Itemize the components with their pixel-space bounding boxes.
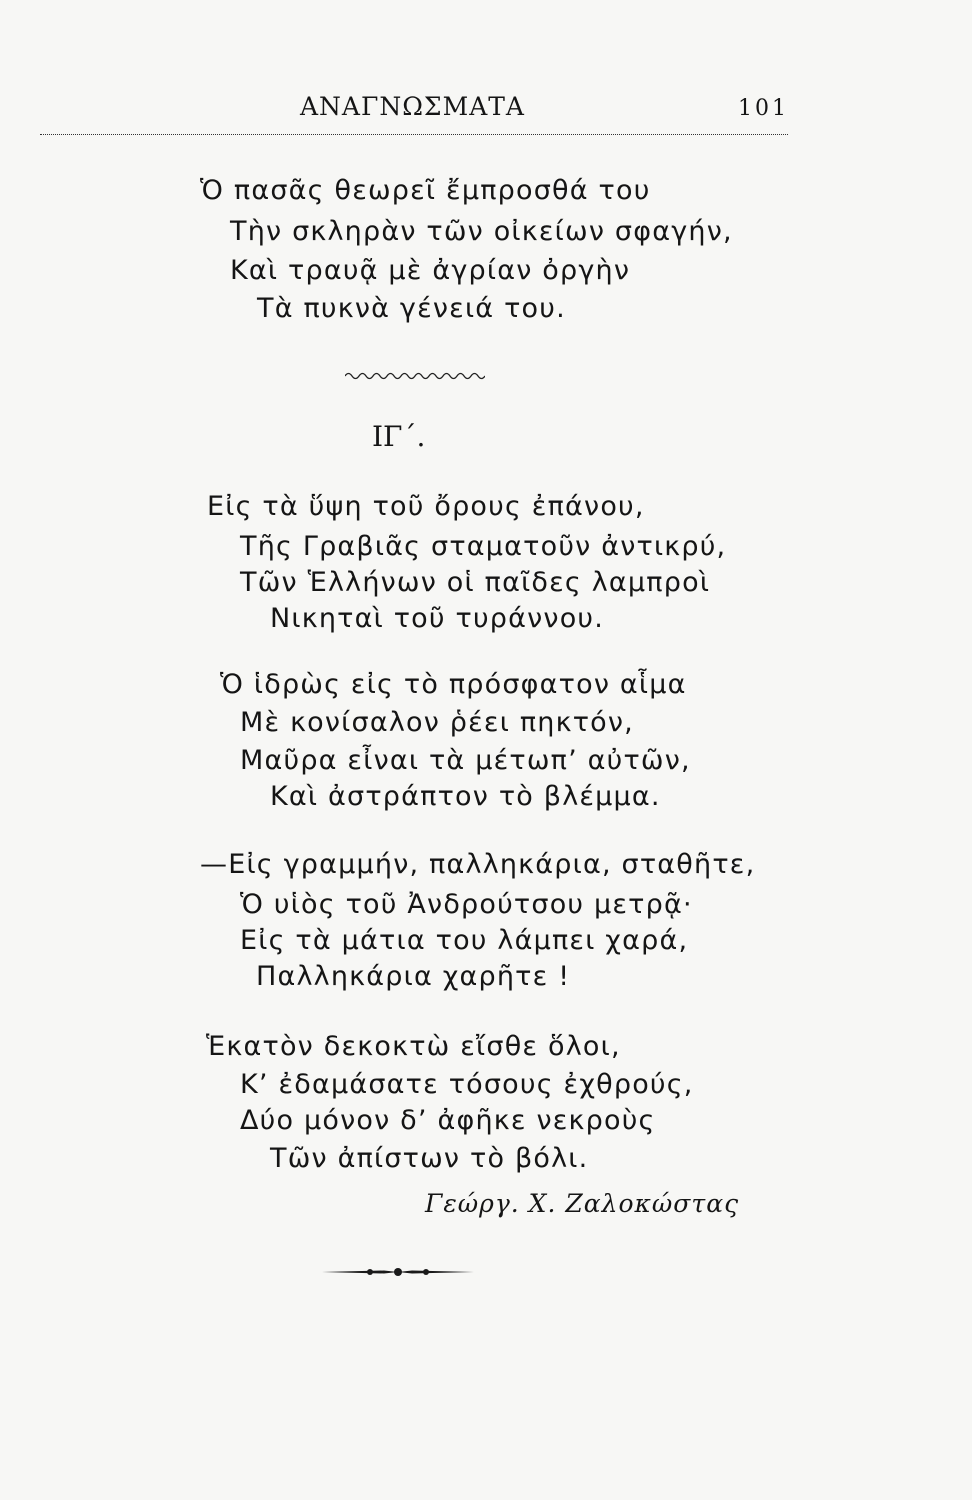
stanza-4-line-3: Εἰς τὰ μάτια του λάμπει χαρά, — [240, 925, 689, 956]
stanza-3-line-4: Καὶ ἀστράπτον τὸ βλέμμα. — [270, 781, 661, 812]
stanza-2-line-1: Εἰς τὰ ὕψη τοῦ ὄρους ἐπάνου, — [207, 491, 645, 522]
stanza-1-line-1: Ὁ πασᾶς θεωρεῖ ἔμπροσθά του — [200, 175, 651, 206]
stanza-1-line-2: Τὴν σκληρὰν τῶν οἰκείων σφαγήν, — [230, 216, 733, 247]
stanza-4-line-2: Ὁ υἱὸς τοῦ Ἀνδρούτσου μετρᾷ· — [240, 889, 693, 920]
stanza-5-line-2: Κ’ ἐδαμάσατε τόσους ἐχθρούς, — [240, 1069, 694, 1100]
stanza-4-line-4: Παλληκάρια χαρῆτε ! — [256, 961, 571, 992]
stanza-3-line-1: Ὁ ἱδρὼς εἰς τὸ πρόσφατον αἷμα — [220, 669, 687, 700]
running-head — [0, 88, 972, 128]
stanza-2-line-2: Τῆς Γραβιᾶς σταματοῦν ἀντικρύ, — [240, 531, 727, 562]
stanza-4-line-1: —Εἰς γραμμήν, παλληκάρια, σταθῆτε, — [200, 849, 756, 880]
running-head-title: ΑΝΑΓΝΩΣΜΑΤΑ — [300, 92, 525, 121]
wavy-divider-ornament — [345, 370, 485, 382]
stanza-2-line-3: Τῶν Ἑλλήνων οἱ παῖδες λαμπροὶ — [240, 567, 711, 598]
end-ornament — [318, 1262, 478, 1282]
stanza-5-line-4: Τῶν ἀπίστων τὸ βόλι. — [270, 1143, 589, 1174]
header-dotted-rule — [40, 134, 788, 135]
stanza-5-line-1: Ἑκατὸν δεκοκτὼ εἴσθε ὅλοι, — [206, 1031, 621, 1062]
stanza-2-line-4: Νικηταὶ τοῦ τυράννου. — [270, 603, 605, 634]
stanza-3-line-2: Μὲ κονίσαλον ῥέει πηκτόν, — [240, 707, 634, 738]
stanza-3-line-3: Μαῦρα εἶναι τὰ μέτωπ’ αὐτῶν, — [240, 745, 691, 776]
stanza-5-line-3: Δύο μόνον δ’ ἀφῆκε νεκροὺς — [240, 1105, 656, 1136]
author-signature: Γεώργ. Χ. Ζαλοκώστας — [425, 1189, 740, 1218]
page-number: 101 — [738, 96, 789, 121]
section-number: ΙΓ΄. — [372, 420, 426, 453]
stanza-1-line-3: Καὶ τραυᾷ μὲ ἀγρίαν ὀργὴν — [230, 255, 631, 286]
stanza-1-line-4: Τὰ πυκνὰ γένειά του. — [257, 293, 566, 324]
